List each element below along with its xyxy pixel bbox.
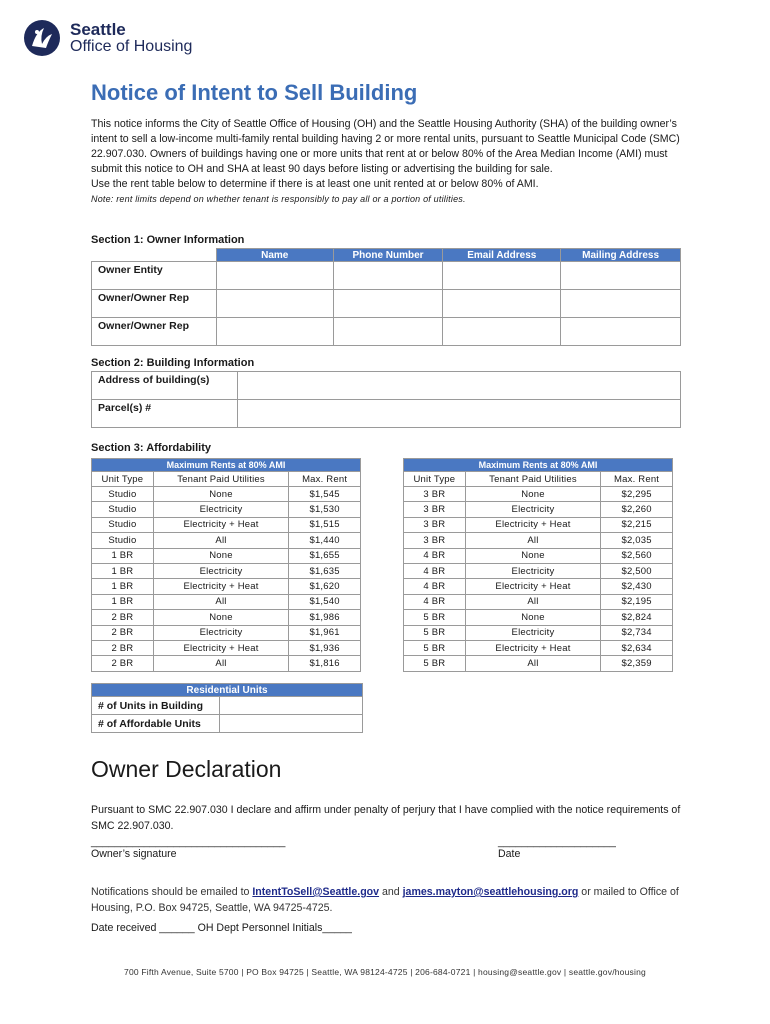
section2-title: Section 2: Building Information [91, 357, 255, 369]
affordable-units-field[interactable] [219, 715, 362, 733]
utilities-cell: Electricity [153, 502, 288, 517]
parcel-label: Parcel(s) # [92, 400, 238, 428]
unit-type-cell: 2 BR [92, 640, 154, 655]
utilities-cell: Electricity + Heat [465, 640, 600, 655]
rent-table-left [91, 458, 361, 672]
unit-type-cell: 2 BR [92, 610, 154, 625]
unit-type-cell: 3 BR [404, 487, 466, 502]
section1-title: Section 1: Owner Information [91, 234, 245, 246]
max-rent-cell: $1,440 [289, 533, 361, 548]
date-line[interactable]: ____________________ [498, 836, 616, 848]
rep2-phone-field[interactable] [333, 318, 443, 346]
date-label: Date [498, 848, 521, 860]
utilities-cell: Electricity + Heat [153, 579, 288, 594]
unit-type-cell: 4 BR [404, 579, 466, 594]
max-rent-cell: $1,936 [289, 640, 361, 655]
unit-type-cell: 1 BR [92, 594, 154, 609]
rent-table-header: Maximum Rents at 80% AMI [92, 459, 361, 472]
logo-line1: Seattle [70, 19, 126, 39]
intent-email-link[interactable]: IntentToSell@Seattle.gov [252, 886, 380, 898]
owner-phone-field[interactable] [333, 262, 443, 290]
owner-row-label: Owner/Owner Rep [92, 290, 217, 318]
owner-row-label: Owner/Owner Rep [92, 318, 217, 346]
utilities-cell: Electricity [153, 625, 288, 640]
col-utilities: Tenant Paid Utilities [153, 472, 288, 487]
rent-row [92, 502, 361, 517]
unit-type-cell: 4 BR [404, 563, 466, 578]
unit-type-cell: 5 BR [404, 640, 466, 655]
utilities-cell: All [465, 533, 600, 548]
residential-units-table [91, 683, 363, 733]
unit-type-cell: 3 BR [404, 517, 466, 532]
rent-row [404, 625, 673, 640]
utilities-cell: Electricity [465, 625, 600, 640]
owner-col-email: Email Address [443, 249, 561, 262]
utilities-cell: All [153, 533, 288, 548]
utilities-cell: All [153, 594, 288, 609]
intro-note: Note: rent limits depend on whether tenant is responsibly to pay all or a portion of utilities. [91, 194, 466, 204]
building-address-label: Address of building(s) [92, 372, 238, 400]
unit-type-cell: 5 BR [404, 610, 466, 625]
max-rent-cell: $1,986 [289, 610, 361, 625]
max-rent-cell: $2,634 [601, 640, 673, 655]
rent-row [404, 610, 673, 625]
col-max-rent: Max. Rent [289, 472, 361, 487]
page-title: Notice of Intent to Sell Building [91, 80, 418, 105]
col-unit-type: Unit Type [92, 472, 154, 487]
notif-middle: and [379, 886, 403, 898]
signature-label: Owner’s signature [91, 848, 177, 860]
owner-col-name: Name [216, 249, 333, 262]
unit-type-cell: 1 BR [92, 579, 154, 594]
max-rent-cell: $2,035 [601, 533, 673, 548]
intro-paragraph: This notice informs the City of Seattle Office of Housing (OH) and the Seattle Housing Authority (SHA) of the building owner’s intent to sell a low-income multi-family rental building having 2 or more rental units, pursuant to Seattle Municipal Code (SMC) 22.907.030. Owners of buildings having one or more units that rent at or below 80% of the Area Median Income (AMI) must submit this notice to OH and SHA at least 90 days before listing or advertising the building for sale. [91, 118, 680, 175]
max-rent-cell: $1,545 [289, 487, 361, 502]
owner-col-phone: Phone Number [333, 249, 443, 262]
units-in-building-field[interactable] [219, 697, 362, 715]
max-rent-cell: $1,655 [289, 548, 361, 563]
col-max-rent: Max. Rent [601, 472, 673, 487]
unit-type-cell: 4 BR [404, 548, 466, 563]
utilities-cell: None [465, 610, 600, 625]
max-rent-cell: $1,620 [289, 579, 361, 594]
utilities-cell: All [465, 656, 600, 671]
residential-units-header: Residential Units [92, 684, 363, 697]
utilities-cell: Electricity [465, 563, 600, 578]
utilities-cell: Electricity [153, 563, 288, 578]
max-rent-cell: $2,734 [601, 625, 673, 640]
utilities-cell: Electricity + Heat [465, 579, 600, 594]
utilities-cell: All [465, 594, 600, 609]
max-rent-cell: $2,560 [601, 548, 673, 563]
rent-row [404, 502, 673, 517]
max-rent-cell: $1,540 [289, 594, 361, 609]
owner-info-table [91, 248, 681, 346]
unit-type-cell: 1 BR [92, 548, 154, 563]
rep2-name-field[interactable] [216, 318, 333, 346]
affordable-units-label: # of Affordable Units [92, 715, 220, 733]
max-rent-cell: $2,824 [601, 610, 673, 625]
max-rent-cell: $2,430 [601, 579, 673, 594]
notification-text [91, 884, 691, 916]
utilities-cell: None [153, 610, 288, 625]
rent-row [92, 640, 361, 655]
unit-type-cell: 1 BR [92, 563, 154, 578]
col-utilities: Tenant Paid Utilities [465, 472, 600, 487]
rent-row [92, 656, 361, 671]
rent-table-right [403, 458, 673, 672]
rent-row [404, 656, 673, 671]
owner-mailing-field[interactable] [561, 262, 681, 290]
unit-type-cell: 4 BR [404, 594, 466, 609]
rent-row [404, 548, 673, 563]
rent-row [404, 594, 673, 609]
rent-row [92, 548, 361, 563]
rep1-email-field[interactable] [443, 290, 561, 318]
utilities-cell: None [465, 548, 600, 563]
rep1-mailing-field[interactable] [561, 290, 681, 318]
building-info-table [91, 371, 681, 428]
notif-suffix: or mailed to Office of Housing, P.O. Box 94725, Seattle, WA 94725-4725. [91, 886, 679, 914]
rent-row [92, 610, 361, 625]
utilities-cell: None [465, 487, 600, 502]
max-rent-cell: $2,260 [601, 502, 673, 517]
max-rent-cell: $1,515 [289, 517, 361, 532]
rent-row [92, 533, 361, 548]
utilities-cell: All [153, 656, 288, 671]
unit-type-cell: Studio [92, 517, 154, 532]
rent-row [404, 533, 673, 548]
unit-type-cell: 5 BR [404, 656, 466, 671]
notif-prefix: Notifications should be emailed to [91, 886, 253, 898]
sha-email-link[interactable]: james.mayton@seattlehousing.org [402, 886, 579, 898]
max-rent-cell: $1,530 [289, 502, 361, 517]
unit-type-cell: 2 BR [92, 625, 154, 640]
rep1-name-field[interactable] [216, 290, 333, 318]
logo-line2: Office of Housing [70, 37, 193, 55]
unit-type-cell: 2 BR [92, 656, 154, 671]
utilities-cell: Electricity + Heat [465, 517, 600, 532]
rent-row [92, 579, 361, 594]
units-in-building-label: # of Units in Building [92, 697, 220, 715]
section3-title: Section 3: Affordability [91, 442, 211, 454]
unit-type-cell: Studio [92, 487, 154, 502]
unit-type-cell: 3 BR [404, 533, 466, 548]
unit-type-cell: 3 BR [404, 502, 466, 517]
utilities-cell: Electricity + Heat [153, 517, 288, 532]
max-rent-cell: $2,500 [601, 563, 673, 578]
max-rent-cell: $1,635 [289, 563, 361, 578]
rent-row [92, 563, 361, 578]
unit-type-cell: 5 BR [404, 625, 466, 640]
rent-row [92, 517, 361, 532]
rep2-mailing-field[interactable] [561, 318, 681, 346]
seattle-seal-icon [22, 18, 62, 58]
rep1-phone-field[interactable] [333, 290, 443, 318]
max-rent-cell: $1,816 [289, 656, 361, 671]
seattle-logo [22, 18, 192, 58]
rent-row [92, 594, 361, 609]
rent-row [404, 640, 673, 655]
owner-name-field[interactable] [216, 262, 333, 290]
owner-table-corner [92, 249, 217, 262]
utilities-cell: Electricity [465, 502, 600, 517]
parcel-field[interactable] [238, 400, 681, 428]
owner-col-mailing: Mailing Address [561, 249, 681, 262]
signature-line[interactable]: _________________________________ [91, 836, 286, 848]
rent-row [404, 487, 673, 502]
rent-row [92, 487, 361, 502]
footer-contact: 700 Fifth Avenue, Suite 5700 | PO Box 94725 | Seattle, WA 98124-4725 | 206-684-0721 | housing@seattle.gov | seattle.gov/housing [124, 967, 646, 977]
max-rent-cell: $2,359 [601, 656, 673, 671]
owner-email-field[interactable] [443, 262, 561, 290]
building-address-field[interactable] [238, 372, 681, 400]
max-rent-cell: $2,295 [601, 487, 673, 502]
rep2-email-field[interactable] [443, 318, 561, 346]
unit-type-cell: Studio [92, 533, 154, 548]
max-rent-cell: $2,195 [601, 594, 673, 609]
rent-row [404, 579, 673, 594]
rent-table-header: Maximum Rents at 80% AMI [404, 459, 673, 472]
col-unit-type: Unit Type [404, 472, 466, 487]
utilities-cell: None [153, 487, 288, 502]
owner-row-label: Owner Entity [92, 262, 217, 290]
max-rent-cell: $1,961 [289, 625, 361, 640]
declaration-title: Owner Declaration [91, 756, 282, 782]
utilities-cell: None [153, 548, 288, 563]
unit-type-cell: Studio [92, 502, 154, 517]
max-rent-cell: $2,215 [601, 517, 673, 532]
date-received-line: Date received ______ OH Dept Personnel Initials_____ [91, 922, 352, 934]
utilities-cell: Electricity + Heat [153, 640, 288, 655]
rent-row [92, 625, 361, 640]
rent-row [404, 517, 673, 532]
rent-row [404, 563, 673, 578]
declaration-text: Pursuant to SMC 22.907.030 I declare and affirm under penalty of perjury that I have complied with the notice requirements of SMC 22.907.030. [91, 804, 681, 832]
intro-instruction: Use the rent table below to determine if there is at least one unit rented at or below 80% of AMI. [91, 178, 539, 190]
intro-text [91, 117, 691, 207]
